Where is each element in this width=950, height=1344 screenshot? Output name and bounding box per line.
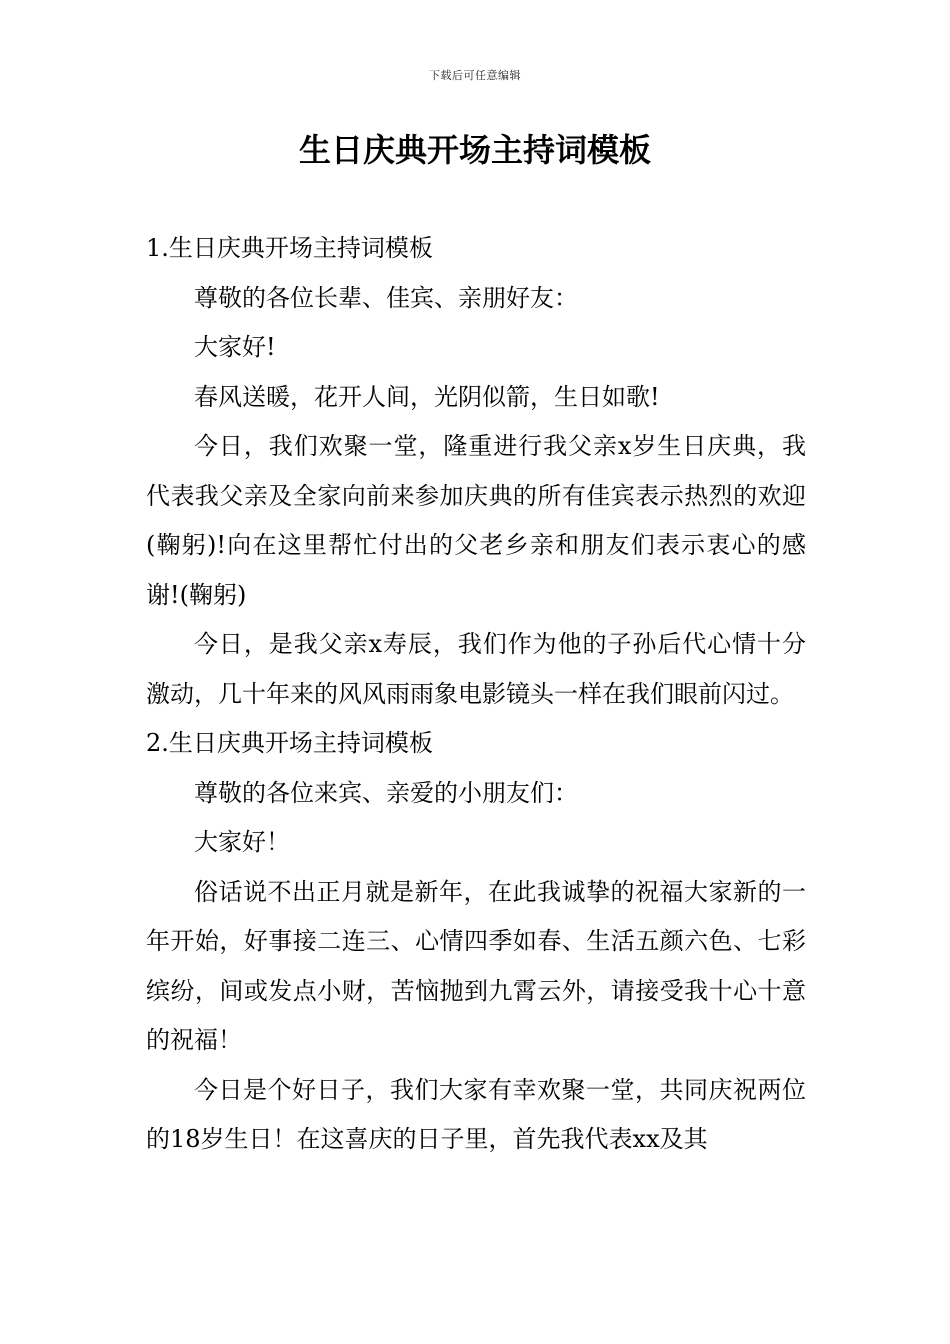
- page-title: 生日庆典开场主持词模板: [298, 131, 651, 169]
- paragraph: 今日，是我父亲x寿辰，我们作为他的子孙后代心情十分激动，几十年来的风风雨雨象电影镜头一样在我们眼前闪过。: [146, 630, 806, 708]
- section-heading-1: 1.生日庆典开场主持词模板: [146, 234, 433, 262]
- header-note: 下载后可任意编辑: [429, 69, 521, 82]
- document-body: [146, 224, 806, 1165]
- paragraph: 大家好！: [194, 828, 290, 856]
- paragraph: 今日是个好日子，我们大家有幸欢聚一堂，共同庆祝两位的18岁生日！在这喜庆的日子里，首先我代表xx及其: [146, 1075, 806, 1153]
- paragraph: 俗话说不出正月就是新年，在此我诚挚的祝福大家新的一年开始，好事接二连三、心情四季如春、生活五颜六色、七彩缤纷，间或发点小财，苦恼抛到九霄云外，请接受我十心十意的祝福！: [146, 877, 806, 1054]
- paragraph: 尊敬的各位来宾、亲爱的小朋友们：: [194, 778, 578, 807]
- paragraph: 大家好!: [194, 333, 276, 361]
- paragraph: 春风送暖，花开人间，光阴似箭，生日如歌!: [194, 382, 660, 411]
- section-heading-2: 2.生日庆典开场主持词模板: [146, 729, 433, 757]
- paragraph: 今日，我们欢聚一堂，隆重进行我父亲x岁生日庆典，我代表我父亲及全家向前来参加庆典的所有佳宾表示热烈的欢迎(鞠躬)!向在这里帮忙付出的父老乡亲和朋友们表示衷心的感谢!(鞠躬): [146, 432, 806, 609]
- paragraph: 尊敬的各位长辈、佳宾、亲朋好友：: [194, 283, 578, 312]
